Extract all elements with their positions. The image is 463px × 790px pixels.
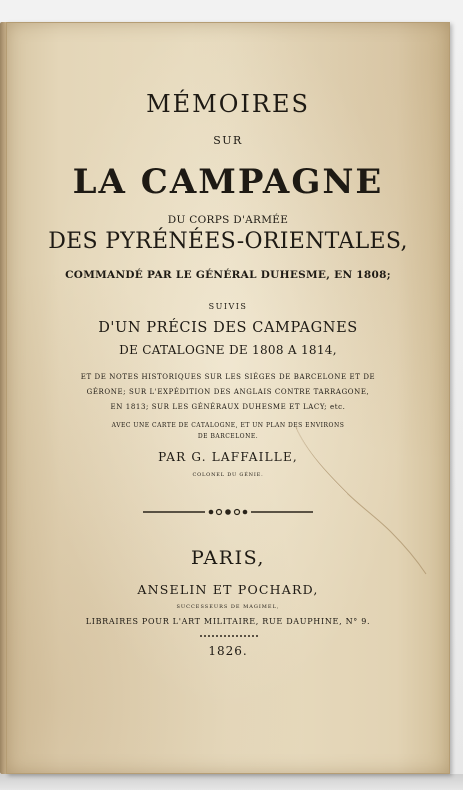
map-note-line-1: AVEC UNE CARTE DE CATALOGNE, ET UN PLAN DES ENVIRONS [111,422,345,429]
title-commande: COMMANDÉ PAR LE GÉNÉRAL DUHESME, EN 1808; [65,269,391,281]
notes-line-3: EN 1813; SUR LES GÉNÉRAUX DUHESME ET LACY; etc. [110,403,346,411]
notes-line-1: ET DE NOTES HISTORIQUES SUR LES SIÉGES DE BARCELONE ET DE [80,373,376,381]
title-la-campagne: LA CAMPAGNE [72,162,384,202]
subtitle-catalogne: DE CATALOGNE DE 1808 A 1814, [119,343,337,357]
imprint-successeurs: SUCCESSEURS DE MAGIMEL, [176,604,280,610]
title-pyrenees-orientales: DES PYRÉNÉES-ORIENTALES, [48,229,408,254]
title-sur: SUR [213,134,243,147]
author-rank: COLONEL DU GÉNIE. [192,472,264,478]
dotted-rule [200,634,260,638]
map-note-line-2: DE BARCELONE. [197,433,259,440]
ornamental-rule [143,505,313,519]
imprint-city: PARIS, [191,547,265,569]
subtitle-precis: D'UN PRÉCIS DES CAMPAGNES [98,320,358,336]
title-corps-darmee: DU CORPS D'ARMÉE [167,214,289,226]
notes-line-2: GÉRONE; SUR L'EXPÉDITION DES ANGLAIS CONTRE TARRAGONE, [86,388,370,396]
table-surface [0,774,463,790]
imprint-address: LIBRAIRES POUR L'ART MILITAIRE, RUE DAUPHINE, N° 9. [85,617,371,626]
subtitle-suivis: SUIVIS [208,302,248,311]
title-page [6,22,450,774]
imprint-publisher: ANSELIN ET POCHARD, [137,582,319,597]
author-name: PAR G. LAFFAILLE, [158,450,298,464]
title-memoires: MÉMOIRES [146,90,310,118]
imprint-year: 1826. [208,644,248,658]
